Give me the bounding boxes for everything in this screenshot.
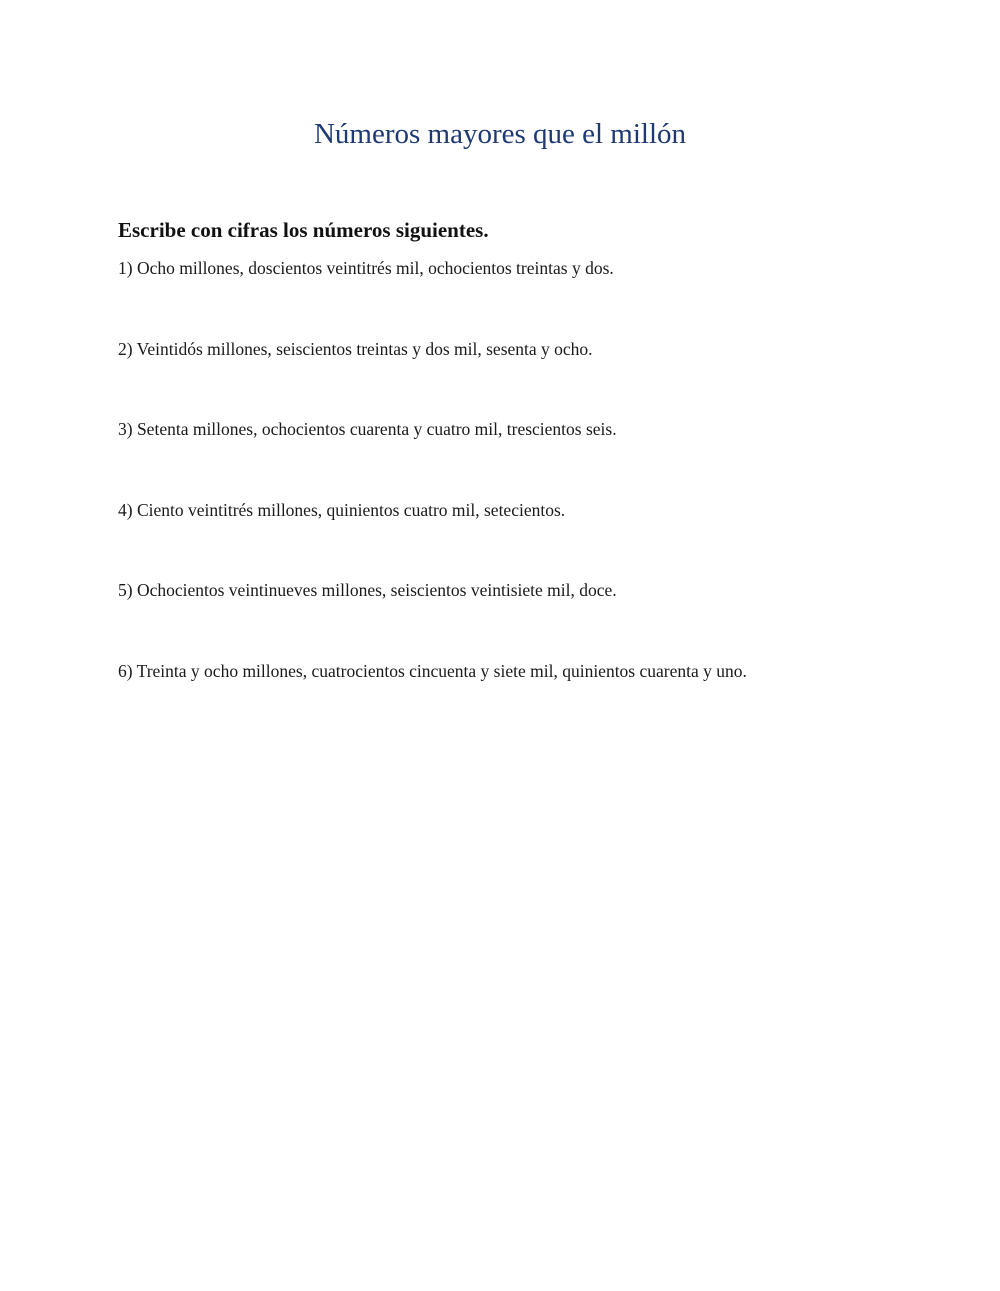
exercise-item-6: 6) Treinta y ocho millones, cuatrocientos cincuenta y siete mil, quinientos cuarenta y uno. bbox=[118, 660, 747, 681]
exercise-item-1: 1) Ocho millones, doscientos veintitrés mil, ochocientos treintas y dos. bbox=[118, 258, 614, 278]
page-title: Números mayores que el millón bbox=[313, 118, 687, 150]
exercise-item-5: 5) Ochocientos veintinueves millones, seiscientos veintisiete mil, doce. bbox=[118, 580, 617, 600]
instruction-heading: Escribe con cifras los números siguientes. bbox=[118, 218, 489, 242]
exercise-item-4: 4) Ciento veintitrés millones, quinientos cuatro mil, setecientos. bbox=[118, 499, 566, 520]
exercise-item-3: 3) Setenta millones, ochocientos cuarenta y cuatro mil, trescientos seis. bbox=[118, 419, 617, 439]
exercise-list bbox=[118, 256, 978, 739]
exercise-item-2: 2) Veintidós millones, seiscientos treintas y dos mil, sesenta y ocho. bbox=[118, 338, 593, 359]
